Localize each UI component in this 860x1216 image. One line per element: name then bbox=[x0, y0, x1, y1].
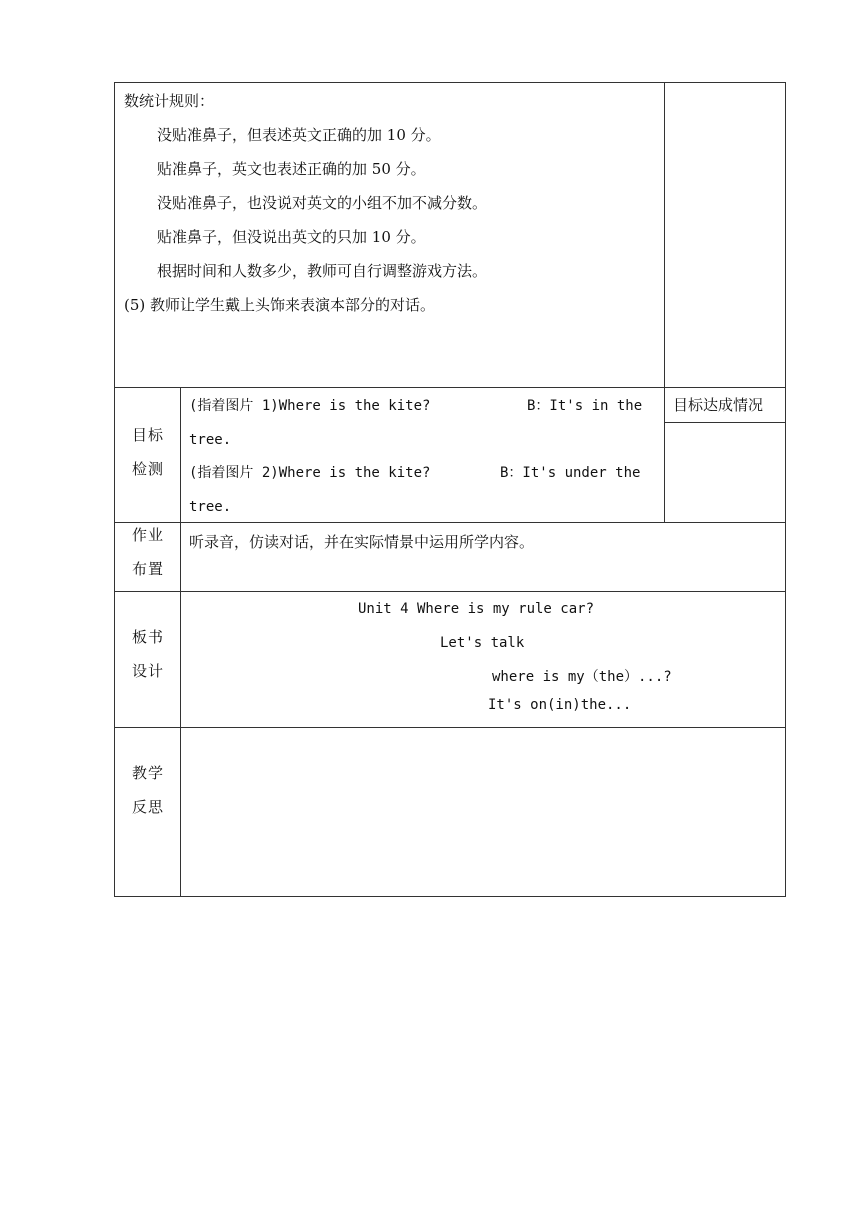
homework-text: 听录音，仿读对话，并在实际情景中运用所学内容。 bbox=[189, 533, 535, 551]
board-unit-title: Unit 4 Where is my rule car? bbox=[358, 601, 595, 617]
table-top-border bbox=[114, 82, 786, 83]
board-pattern-answer: It's on(in)the... bbox=[488, 697, 632, 713]
row-divider-reflection bbox=[114, 727, 786, 728]
table-left-border bbox=[114, 82, 115, 897]
rules-heading: 数统计规则： bbox=[124, 92, 215, 110]
board-label-2: 设计 bbox=[132, 662, 165, 680]
table-bottom-border bbox=[114, 896, 786, 897]
question-2-answer: B：It's under the bbox=[500, 465, 641, 481]
reflection-label-1: 教学 bbox=[132, 764, 165, 782]
question-1-prompt: (指着图片 1)Where is the kite? bbox=[189, 398, 431, 414]
row-divider-target bbox=[114, 387, 786, 388]
target-test-label-2: 检测 bbox=[132, 460, 165, 478]
question-2-prompt: (指着图片 2)Where is the kite? bbox=[189, 465, 431, 481]
step-5-text: (5) 教师让学生戴上头饰来表演本部分的对话。 bbox=[124, 296, 436, 314]
rule-line-1: 没贴准鼻子，但表述英文正确的加 10 分。 bbox=[157, 126, 441, 144]
rule-line-3: 没贴准鼻子，也没说对英文的小组不加不减分数。 bbox=[157, 194, 488, 212]
status-header: 目标达成情况 bbox=[673, 396, 764, 414]
board-label-1: 板书 bbox=[132, 628, 165, 646]
homework-label-2: 布置 bbox=[132, 560, 165, 578]
rule-line-4: 贴准鼻子，但没说出英文的只加 10 分。 bbox=[157, 228, 426, 246]
question-1-answer-end: tree. bbox=[189, 432, 232, 448]
row-divider-homework bbox=[114, 522, 786, 523]
table-right-border bbox=[785, 82, 786, 897]
question-2-answer-end: tree. bbox=[189, 499, 232, 515]
homework-label-1: 作业 bbox=[132, 526, 165, 544]
rule-line-2: 贴准鼻子，英文也表述正确的加 50 分。 bbox=[157, 160, 426, 178]
board-pattern-question: where is my（the）...? bbox=[492, 669, 672, 685]
target-test-label-1: 目标 bbox=[132, 426, 165, 444]
board-lets-talk: Let's talk bbox=[440, 635, 525, 651]
reflection-label-2: 反思 bbox=[132, 798, 165, 816]
rule-line-5: 根据时间和人数多少，教师可自行调整游戏方法。 bbox=[157, 262, 488, 280]
question-1-answer: B：It's in the bbox=[527, 398, 643, 414]
row-divider-board bbox=[114, 591, 786, 592]
status-column-divider bbox=[664, 82, 665, 523]
status-header-divider bbox=[664, 422, 786, 423]
label-column-divider bbox=[180, 387, 181, 897]
